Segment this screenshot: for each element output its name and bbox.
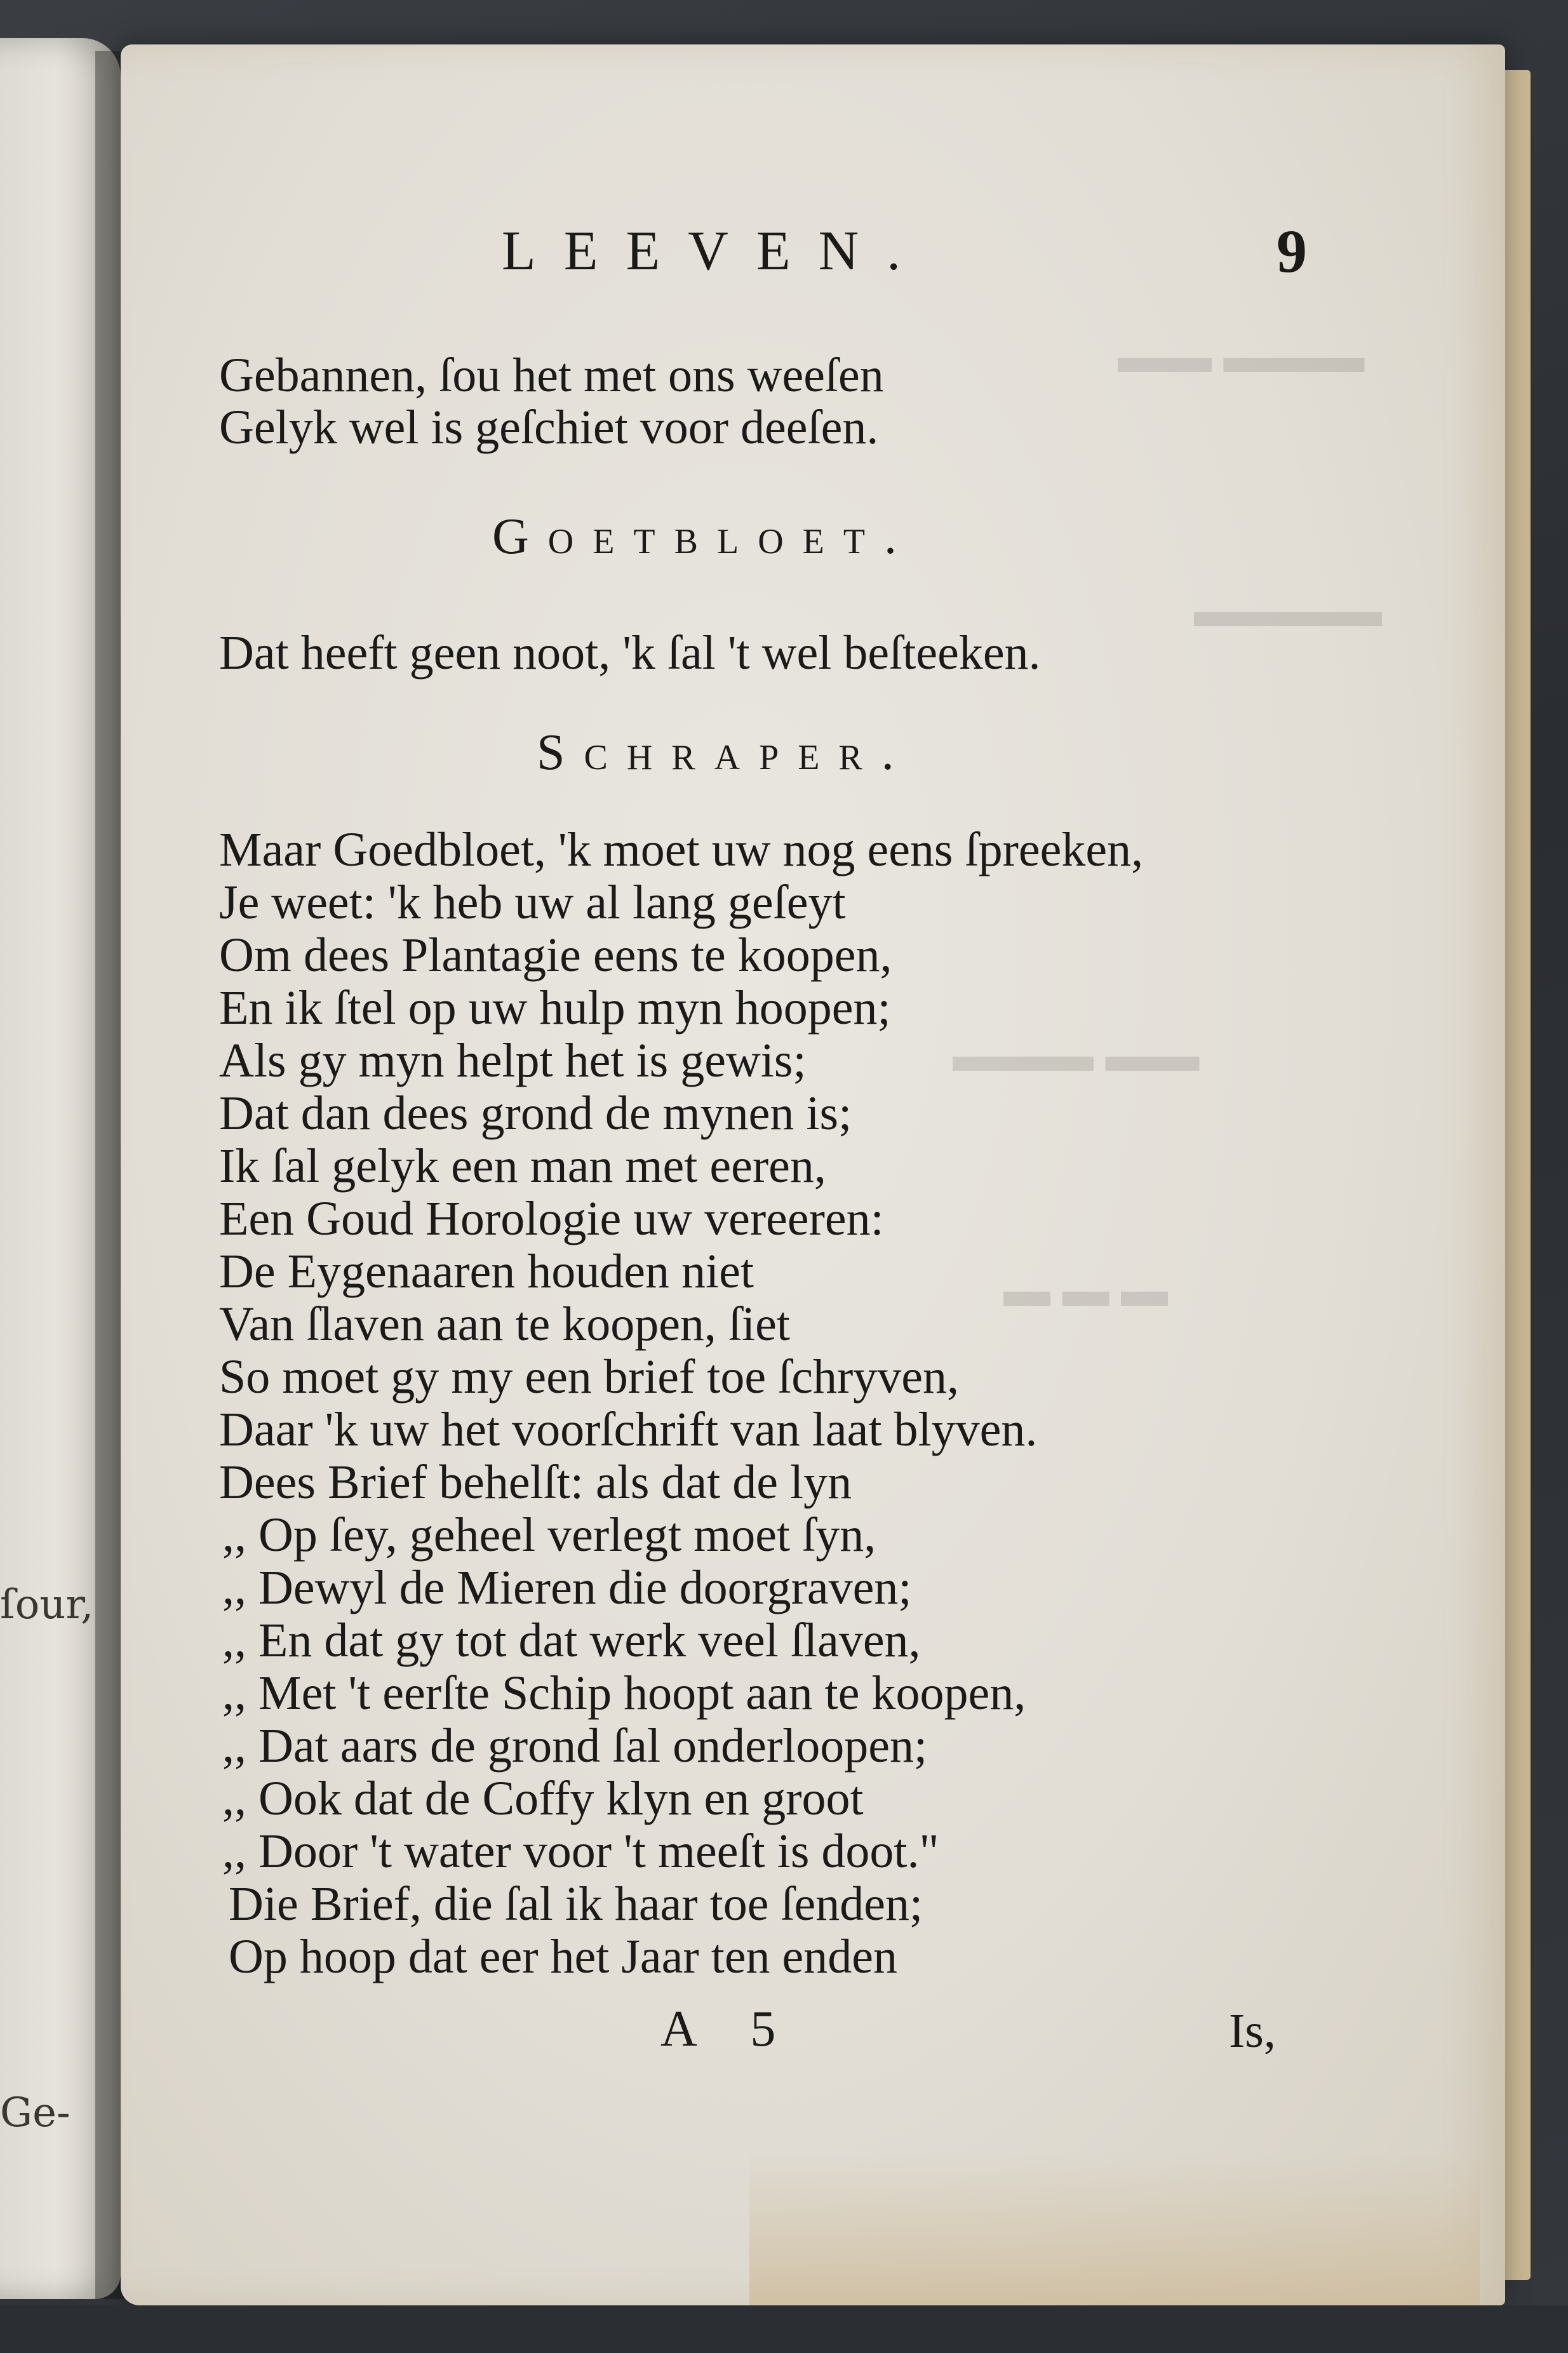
running-head: LEEVEN.	[502, 220, 929, 282]
verse-line: Op hoop dat eer het Jaar ten enden	[229, 1930, 898, 1983]
bleed-through-decoration: ▬▬▬▬	[1194, 585, 1382, 637]
page-stain	[749, 2153, 1480, 2305]
verse-line: Ik ſal gelyk een man met eeren,	[219, 1139, 826, 1193]
verse-line: Van ſlaven aan te koopen, ſiet	[219, 1297, 791, 1351]
verse-line: Dat dan dees grond de mynen is;	[219, 1087, 852, 1140]
verse-line: Dees Brief behelſt: als dat de lyn	[219, 1456, 852, 1509]
bleed-through-decoration: ▬ ▬ ▬	[1003, 1264, 1168, 1317]
verse-line: Gelyk wel is geſchiet voor deeſen.	[219, 401, 879, 454]
verse-line: Dat heeft geen noot, 'k ſal 't wel beſteeken.	[219, 626, 1041, 680]
verse-line: De Eygenaaren houden niet	[219, 1245, 754, 1298]
verse-line: Als gy myn helpt het is gewis;	[219, 1034, 807, 1087]
verse-line: En ik ſtel op uw hulp myn hoopen;	[219, 981, 891, 1035]
quoted-verse-line: ,, Dat aars de grond ſal onderloopen;	[222, 1719, 928, 1773]
bleed-through-decoration: ▬▬ ▬▬▬	[1118, 331, 1365, 383]
verse-line: Je weet: 'k heb uw al lang geſeyt	[219, 876, 846, 929]
quoted-verse-line: ,, Met 't eerſte Schip hoopt aan te koopen,	[222, 1666, 1026, 1720]
page-number: 9	[1277, 217, 1307, 285]
verse-line: So moet gy my een brief toe ſchryven,	[219, 1350, 960, 1404]
quoted-verse-line: ,, Ook dat de Coffy klyn en groot	[222, 1772, 864, 1825]
verse-line: Gebannen, ſou het met ons weeſen	[219, 349, 884, 402]
bleed-through-decoration: ▬▬▬ ▬▬	[953, 1029, 1200, 1082]
quoted-verse-line: ,, Dewyl de Mieren die doorgraven;	[222, 1561, 912, 1614]
verse-line: Om dees Plantagie eens te koopen,	[219, 928, 892, 982]
left-page-fragment: Ge-	[0, 2089, 70, 2136]
speaker-name: Goetbloet.	[492, 509, 916, 565]
verse-line: Een Goud Horologie uw vereeren:	[219, 1192, 884, 1245]
speaker-name: Schraper.	[537, 725, 913, 781]
verse-line: Daar 'k uw het voorſchrift van laat blyven.	[219, 1403, 1038, 1456]
quoted-verse-line: ,, En dat gy tot dat werk veel ſlaven,	[222, 1614, 921, 1667]
catchword: Is,	[1229, 2004, 1276, 2058]
quoted-verse-line: ,, Door 't water voor 't meeſt is doot."	[222, 1825, 939, 1878]
verse-line: Maar Goedbloet, 'k moet uw nog eens ſpreeken,	[219, 823, 1144, 876]
signature-mark: A 5	[660, 2001, 798, 2057]
left-page-fragment: ſour,	[0, 1581, 94, 1628]
quoted-verse-line: ,, Op ſey, geheel verlegt moet ſyn,	[222, 1508, 876, 1562]
verse-line: Die Brief, die ſal ik haar toe ſenden;	[229, 1877, 923, 1931]
background-surface	[0, 2305, 1568, 2353]
